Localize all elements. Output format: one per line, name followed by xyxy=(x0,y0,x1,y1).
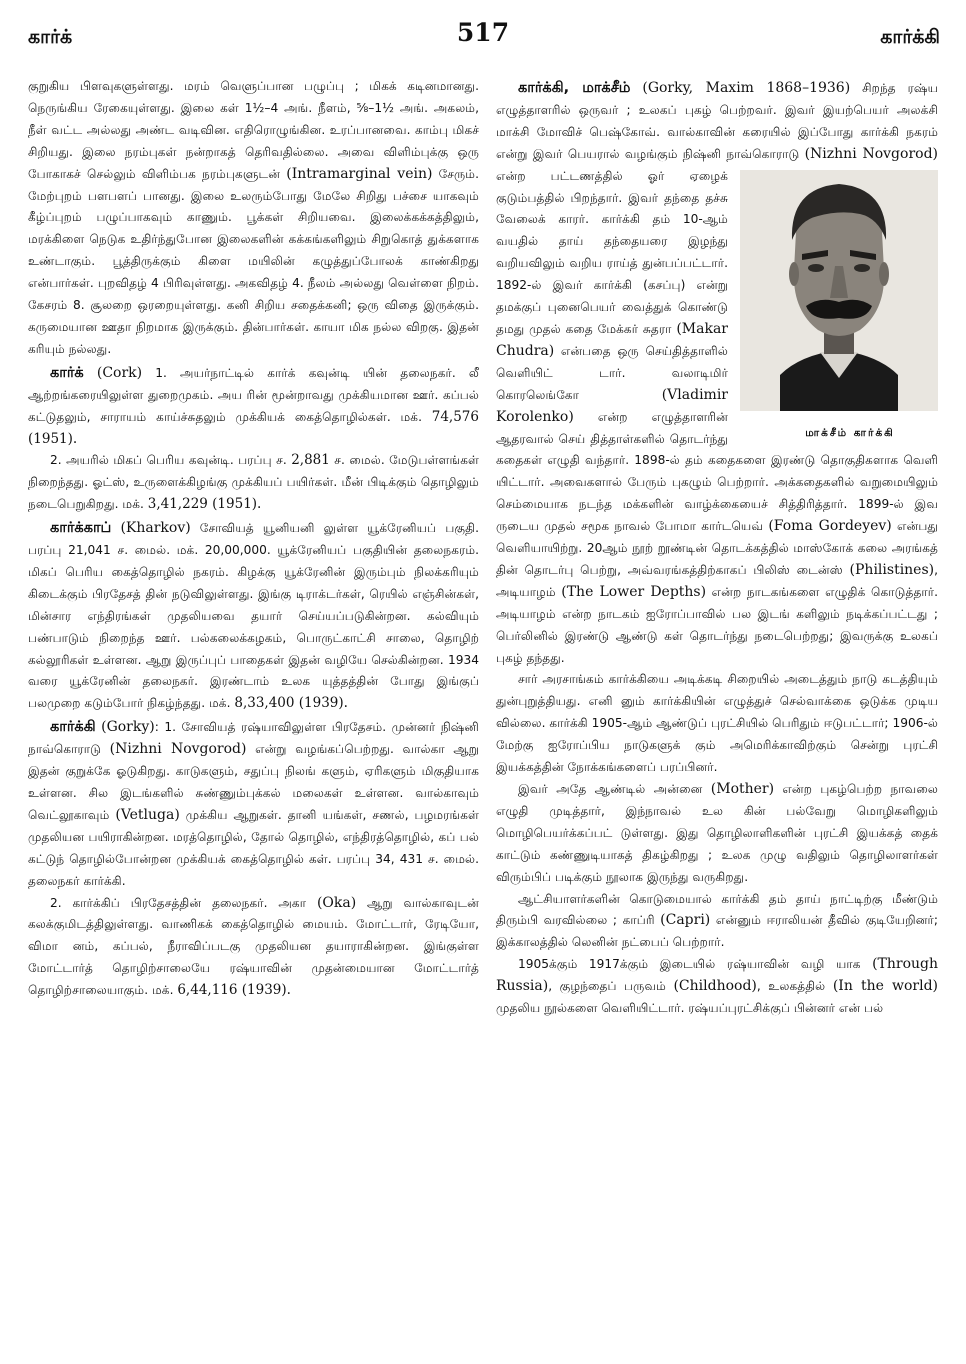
entry-gorky-latin-oka: (Oka) xyxy=(316,894,357,911)
entry-cork-sense-2 xyxy=(28,450,479,516)
maxim-text-1c: என்பதை ஒரு செய்தித்தாளில் வெளியிட் டார். வலாடிமிர் கொரலெங்கோ xyxy=(496,343,728,402)
header-right-guideword: கார்க்கி xyxy=(880,26,940,48)
maxim-latin-childhood: (Childhood) xyxy=(673,978,757,995)
portrait-illustration xyxy=(740,170,938,411)
entry-latin-cork: (Cork) xyxy=(96,364,143,381)
entry-gorky-region xyxy=(28,717,479,892)
maxim-text-1e: என்பது வெளியாயிற்று. 20ஆம் நூற் றூண்டின் தொடக்கத்தில் மாஸ்கோக் கலை அரங்கத் தின் தொடர்பு பெற்று, அவ்வரங்கத்திற்காகப் பிலிஸ் டைன்ஸ் xyxy=(496,519,938,577)
entry-cork-text-1: 1. அயர்நாட்டில் கார்க் கவுன்டி யின் தலைநகர். லீ ஆற்றங்கரையிலுள்ள துறைமுகம். அய ரின் மூன்றாவது முக்கியமான ஊர். கப்பல் கட்டுதலும், சாராயம் காய்ச்சுதலும் முக்கியக் கைத்தொழில்கள். மக். xyxy=(28,365,479,424)
portrait-photo xyxy=(740,170,938,411)
left-column xyxy=(28,76,479,1360)
maxim-latin-mother: (Mother) xyxy=(710,781,775,797)
intro-text-rest: சேரும். மேற்புறம் பளபளப் பானது. இலை உலரும்போது மேலே சிறிது பச்சை யாகவும் கீழ்ப்புறம் பழுப்பாகவும் காணும். பூக்கள் சிறியவை. இலைக்கக்கத்திலும், மரக்கிளை நெடுக உதிர்ந்துபோன இலைகளின் கக்கங்களிலும் சிறுகொத் துக்களாக உண்டாகும். பூத்திருக்கும் கிளை மயிலின் கழுத்துப்போலக் காண்கிறது என்பார்கள். புறவிதழ் 4 பிரிவுள்ளது. அகவிதழ் 4. நீலம் அல்லது வெள்ளை நிறம். கேசரம் 8. சூலறை ஒரறையுள்ளது. கனி சிறிய சதைக்கனி; ஒரு விதை இருக்கும். கருமையான ஊதா நிறமாக இருக்கும். தின்பார்கள். காயா மிக நல்ல விறகு. இதன் கரியும் நல்லது. xyxy=(28,166,479,356)
maxim-text-4b: என்னும் ஈராலியன் தீவில் குடியேறினர்; இக்காலத்தில் லெனின் நட்பைப் பெற்றார். xyxy=(496,913,938,950)
entry-gorky-text-2: 2. கார்க்கிப் பிரதேசத்தின் தலைநகர். அகா xyxy=(50,895,317,910)
intro-latin-term: (Intramarginal vein) xyxy=(286,165,433,182)
maxim-text-3b: என்ற புகழ்பெற்ற நாவலை எழுதி முடித்தார், இந்நாவல் உல கின் பல்வேறு மொழிகளிலும் மொழிபெயர்க்கப்பட் டுள்ளது. இது தொழிலாளிகளின் புரட்சி இயக்கத் தைக் காட்டும் கண்ணுடியாகத் திகழ்கிறது ; உலக முழு வதிலும் தொழிலாளர்கள் விரும்பிப் படிக்கும் நூலாக இருந்து வருகிறது. xyxy=(496,782,938,884)
entry-cork-text-2: 2. அயரில் மிகப் பெரிய கவுன்டி. பரப்பு ச. xyxy=(50,453,292,468)
entry-latin-gorky: (Gorky) xyxy=(101,719,155,736)
entry-latin-maxim-gorky: (Gorky, Maxim 1868–1936) xyxy=(642,80,851,96)
entry-kharkov-population: 8,33,400 (1939). xyxy=(234,695,348,712)
maxim-latin-in-the-world: (In the world) xyxy=(832,978,938,995)
maxim-paragraph-2 xyxy=(496,669,938,779)
maxim-latin-capri: (Capri) xyxy=(660,912,711,929)
entry-gorky-population: 6,44,116 (1939). xyxy=(177,982,291,999)
entry-gorky-text-1b: என்று வழங்கப்பெற்றது. வால்கா ஆறு இதன் குறுக்கே ஓடுகிறது. காடுகளும், சதுப்பு நிலங் களும், ஏரிகளும் மிகுதியாக உள்ளன. சில இடங்களில் சுண்ணும்புக்கல் மலைகள் உள்ளன. வால்காவும் வெட்லூகாவும் xyxy=(28,742,479,822)
maxim-latin-nizhni: (Nizhni Novgorod) xyxy=(804,145,938,162)
entry-gorky-latin-nizhni: (Nizhni Novgorod) xyxy=(109,741,247,758)
entry-gorky-city xyxy=(28,893,479,1003)
maxim-latin-foma-gordeyev: (Foma Gordeyev) xyxy=(768,518,892,535)
maxim-latin-makar-chudra: (Makar Chudra) xyxy=(496,320,728,359)
maxim-paragraph-4 xyxy=(496,889,938,955)
maxim-text-5: 1905க்கும் 1917க்கும் இடையில் ரஷ்யாவின் வழி யாக xyxy=(518,957,873,972)
portrait-figure xyxy=(740,170,938,445)
maxim-text-5c: , உலகத்தில் xyxy=(756,979,833,994)
entry-cork-population-1: 74,576 (1951). xyxy=(28,408,479,447)
entry-maxim-gorky xyxy=(496,78,938,669)
page-number: 517 xyxy=(456,18,510,47)
maxim-text-1d: என்ற எழுத்தாளரின் ஆதரவால் செய் தித்தாள்களில் தொடர்ந்து கதைகள் எழுதி வந்தார். 1898-ல் தம் கதைகளை இரண்டு தொகுதிகளாக வெளி யிட்டார். அவைகளால் பேரும் புகழும் பெற்றார். அக்கதைகளில் வறுமையிலும் செம்மையாக நடந்த மக்களின் வாழ்க்கையைச் சித்திரித்தார். 1899-ல் இவ ருடைய முதல் சமூக நாவல் போமா கார்டயெவ் xyxy=(496,409,938,534)
entry-cork-text-2-rest: ச. மைல். மேடுபள்ளங்கள் நிறைந்தது. ஓட்ஸ், உருளைக்கிழங்கு முக்கியப் பயிர்கள். மீன் பிடிக்கும் தொழிலும் நடைபெறுகிறது. மக். xyxy=(28,453,479,512)
entry-kharkov-text: சோவியத் யூனியனி லுள்ள யூக்ரேனியப் பகுதி. பரப்பு 21,041 ச. மைல். மக். 20,00,000. யூக்ரேனியப் பகுதியின் தலைநகரம். மிகப் பெரிய கைத்தொழில் நகரம். கிழக்கு யூக்ரேனின் இரும்பும் நிலக்கரியும் கிடைக்கும் பிரதேசத் தின் நடுவிலுள்ளது. இங்கு டிராக்டர்கள், ரெயில் எஞ்சின்கள், மின்சார எந்திரங்கள் முதலியவை தயார் செய்யப்படுகின்றன. கல்வியும் பண்பாடும் நிறைந்த ஊர். பல்கலைக்கழகம், பொருட்காட்சி சாலை, தொழிற் கல்லூரிகள் உள்ளன. ஆறு இருப்புப் பாதைகள் இதன் வழியே செல்கின்றன. 1934 வரை யூக்ரேனின் தலைநகர். இரண்டாம் உலக யுத்தத்தின் போது இங்குப் பலமுறை கடும்போர் நிகழ்ந்தது. மக். xyxy=(28,521,479,711)
entry-headword-kharkov: கார்க்காப் xyxy=(50,520,112,537)
maxim-text-1b: என்ற பட்டணத்தில் ஓர் ஏழைக் குடும்பத்தில் பிறந்தார். இவர் தந்தை தச்சு வேலைக் காரர். கார்க்கி தம் 10-ஆம் வயதில் தாய் தந்தையரை இழந்து வறியவிலும் வறிய ராய்த் துன்பப்பட்டார். 1892-ல் இவர் கார்க்கி (கசப்பு) என்று தமக்குப் புனைபெயர் வைத்துக் கொண்டு தமது முதல் கதை மேக்கர் சுதரா xyxy=(496,168,728,336)
maxim-text-1f: , அடியாழம் xyxy=(496,562,938,599)
entry-gorky-latin-vetluga: (Vetluga) xyxy=(115,806,180,823)
maxim-text-4: ஆட்சியாளர்களின் கொடுமையால் கார்க்கி தம் தாய் நாட்டிற்கு மீண்டும் திரும்பி வரவில்லை ; காப்ரி xyxy=(496,891,938,928)
maxim-latin-lower-depths: (The Lower Depths) xyxy=(561,583,707,600)
portrait-caption: மாக்சீம் கார்க்கி xyxy=(805,426,895,439)
entry-cork xyxy=(28,363,479,451)
right-column xyxy=(496,76,938,1360)
entry-headword-cork: கார்க் xyxy=(50,364,84,381)
maxim-latin-korolenko: (Vladimir Korolenko) xyxy=(496,386,728,425)
entry-gorky-text-2b: ஆறு வால்காவுடன் கலக்குமிடத்திலுள்ளது. வாணிகக் கைத்தொழில் மையம். மோட்டார், ரேடியோ, விமா னம், கப்பல், நீராவிப்படகு முதலியன தயாராகின்றன. இங்குள்ள மோட்டார்த் தொழிற்சாலையே ரஷ்யாவின் முதன்மையான மோட்டார்த் தொழிற்சாலையாகும். மக். xyxy=(28,895,479,998)
entry-headword-maxim-gorky: கார்க்கி, மாக்சீம் xyxy=(518,80,631,96)
maxim-text-2: சார் அரசாங்கம் கார்க்கியை அடிக்கடி சிறையில் அடைத்தும் நாடு கடத்தியும் துன்புறுத்தியது. எனி னும் கார்க்கியின் எழுத்துச் செல்வாக்கை ஒடுக்க முடிய வில்லை. கார்க்கி 1905-ஆம் ஆண்டுப் புரட்சியில் பெரிதும் ஈடுபட்டார்; 1906-ல் மேற்கு ஐரோப்பிய நாடுகளுக் கும் அமெரிக்காவிற்கும் சென்று புரட்சி இயக்கத்தின் நோக்கங்களைப் பரப்பினர். xyxy=(496,672,938,775)
intro-paragraph xyxy=(28,76,479,361)
maxim-paragraph-3 xyxy=(496,779,938,889)
entry-cork-population-2: 3,41,229 (1951). xyxy=(147,496,262,513)
maxim-text-5d: முதலிய நூல்களை வெளியிட்டார். ரஷ்யப்புரட்சிக்குப் பின்னர் என் பல் xyxy=(496,1001,884,1016)
maxim-latin-through-russia: (Through Russia) xyxy=(496,956,938,995)
maxim-text-1g: என்ற நாடகங்களை எழுதிக் கொடுத்தார். அடியாழம் என்ற நாடகம் ஐரோப்பாவில் பல இடங் களிலும் நடிக்கப்பட்டது ; பெர்லினில் இரண்டு ஆண்டு கள் தொடர்ந்து நடைபெற்றது; இவருக்கு உலகப் புகழ் தந்தது. xyxy=(496,584,938,665)
maxim-latin-philistines: (Philistines) xyxy=(849,561,935,578)
maxim-text-3: இவர் அதே ஆண்டில் அன்னை xyxy=(518,782,711,796)
header-left-guideword: கார்க் xyxy=(28,26,73,48)
intro-text: குறுகிய பிளவுகளுள்ளது. மரம் வெளுப்பான பழுப்பு ; மிகக் கடினமானது. நெருங்கிய ரேகையுள்ளது. இலை கள் 1½–4 அங். நீளம், ⅝–1½ அங். அகலம், நீள் வட்ட அல்லது அண்ட வடிவின. எதிரொழுங்கின. உரப்பானவை. காம்பு மிகச் சிறியது. இலை நரம்புகள் நன்றாகத் தெரிவதில்லை. அவை விளிம்புக்கு ஒரு போகாகச் செல்லும் விளிம்பக நரம்புகளுடன் xyxy=(28,79,479,181)
entry-gorky-text-1c: முக்கிய ஆறுகள். தானி யங்கள், சணல், பழமரங்கள் முதலியன பயிராகின்றன. மரத்தொழில், தோல் தொழில், எந்திரத்தொழில், கப் பல் கட்டுந் தொழில்போன்றன முக்கியக் கைத்தொழில் கள். பரப்பு 34, 431 ச. மைல். தலைநகர் கார்க்கி. xyxy=(28,807,479,888)
entry-cork-area: 2,881 xyxy=(291,452,330,469)
maxim-text-1: சிறந்த ரஷ்ய எழுத்தாளரில் ஒருவர் ; உலகப் புகழ் பெற்றவர். இவர் இயற்பெயர் அலக்சி மாக்சி மோவிச் பெஷ்கோவ். வால்காவின் கரையில் இப்போது கார்க்கி நகரம் என்று இவர் பெயரால் வழங்கும் நிஷ்னி நாவ்கொராடு xyxy=(496,81,938,161)
maxim-paragraph-5 xyxy=(496,954,938,1020)
entry-headword-gorky: கார்க்கி xyxy=(50,719,96,736)
entry-latin-kharkov: (Kharkov) xyxy=(120,520,191,537)
entry-gorky-text-1: : 1. சோவியத் ரஷ்யாவிலுள்ள பிரதேசம். முன்னர் நிஷ்னி நாவ்கொராடு xyxy=(28,720,479,757)
maxim-text-5b: , குழந்தைப் பருவம் xyxy=(548,979,674,994)
entry-kharkov xyxy=(28,518,479,715)
page-header xyxy=(0,0,966,52)
